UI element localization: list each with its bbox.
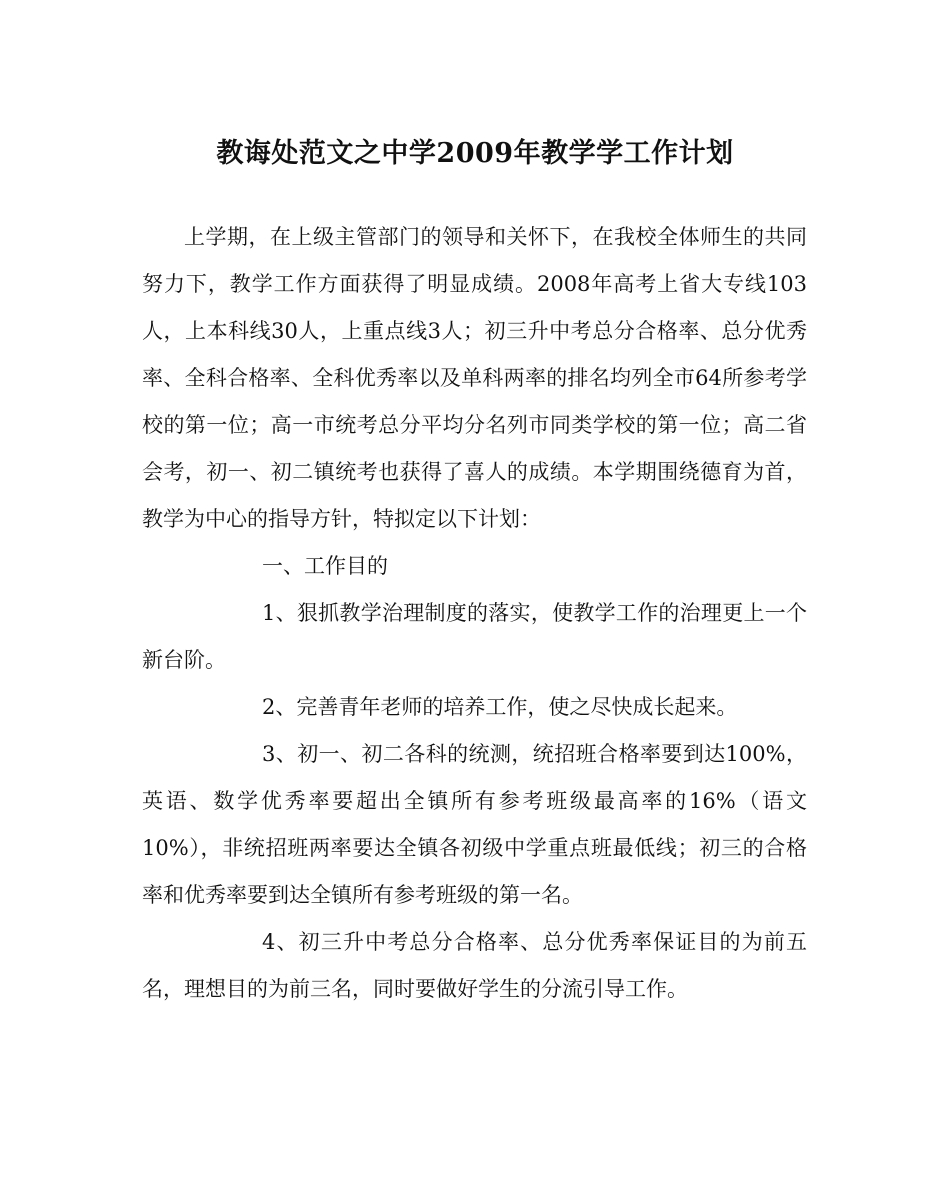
- intro-paragraph: 上学期，在上级主管部门的领导和关怀下，在我校全体师生的共同努力下，教学工作方面获得了明显成绩。2008年高考上省大专线103人，上本科线30人，上重点线3人；初三升中考总分合格率、总分优秀率、全科合格率、全科优秀率以及单科两率的排名均列全市64所参考学校的第一位；高一市统考总分平均分名列市同类学校的第一位；高二省会考，初一、初二镇统考也获得了喜人的成绩。本学期围绕德育为首，教学为中心的指导方针，特拟定以下计划：: [142, 225, 807, 531]
- goal-item-2: 2、完善青年老师的培养工作，使之尽快成长起来。: [262, 695, 738, 719]
- document-body: [142, 214, 807, 1013]
- goal-item-3: 3、初一、初二各科的统测，统招班合格率要到达100%，英语、数学优秀率要超出全镇所有参考班级最高率的16%（语文10%），非统招班两率要达全镇各初级中学重点班最低线；初三的合格率和优秀率要到达全镇所有参考班级的第一名。: [142, 742, 807, 907]
- goal-item-1: 1、狠抓教学治理制度的落实，使教学工作的治理更上一个新台阶。: [142, 601, 807, 672]
- document-title: 教诲处范文之中学2009年教学学工作计划: [216, 138, 734, 169]
- goal-item-4: 4、初三升中考总分合格率、总分优秀率保证目的为前五名，理想目的为前三名，同时要做好学生的分流引导工作。: [142, 930, 807, 1001]
- section-heading-work-goals: 一、工作目的: [262, 554, 388, 578]
